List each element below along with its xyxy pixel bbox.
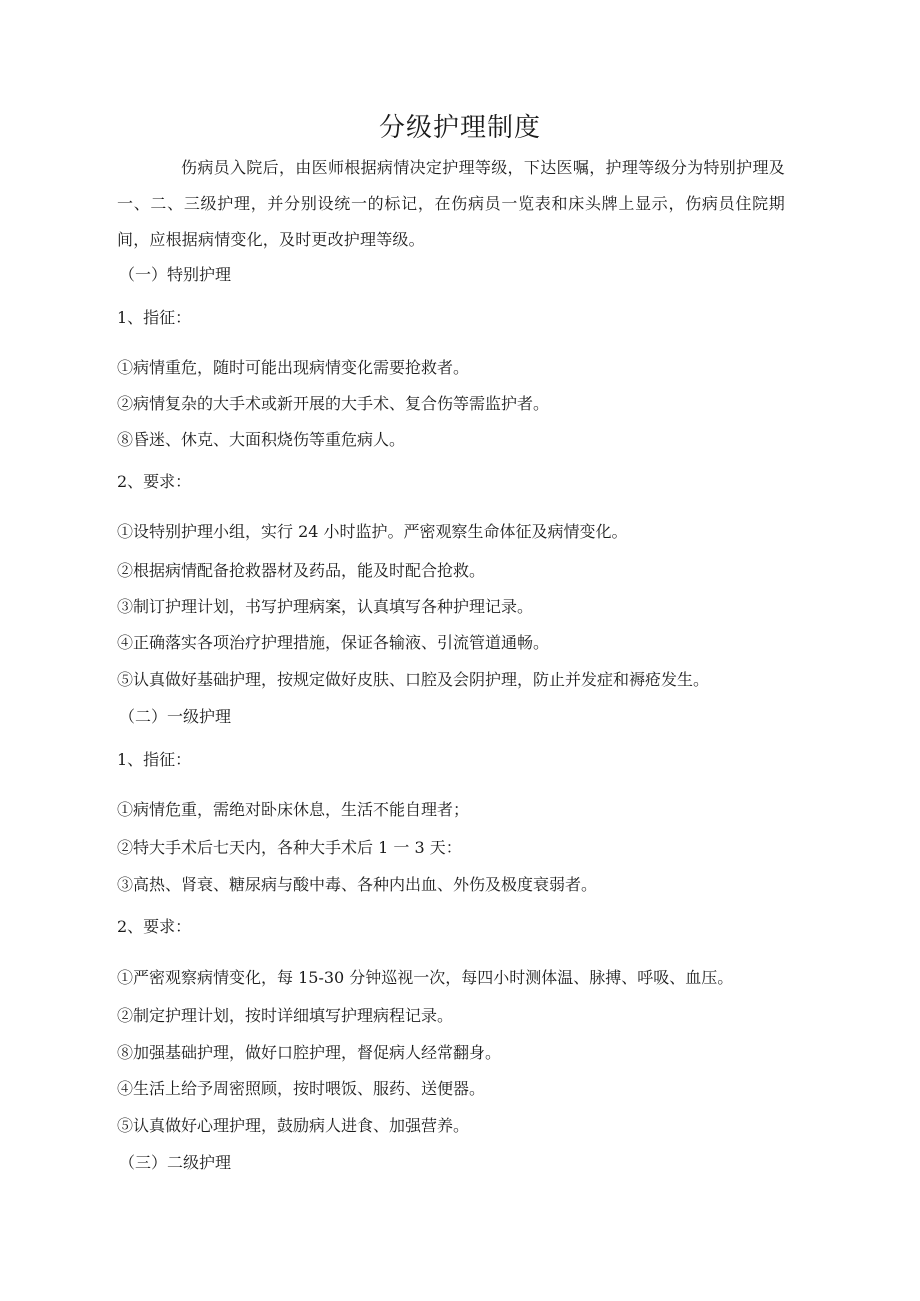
- special-indications-label: 1、指征：: [117, 308, 192, 327]
- special-indication-item: ①病情重危，随时可能出现病情变化需要抢救者。: [117, 358, 470, 377]
- special-requirement-item: ⑤认真做好基础护理，按规定做好皮肤、口腔及会阴护理，防止并发症和褥疮发生。: [117, 670, 710, 689]
- section-heading-special: （一）特别护理: [119, 265, 232, 284]
- level1-requirement-item: ④生活上给予周密照顾，按时喂饭、服药、送便器。: [117, 1079, 486, 1098]
- section-heading-level2: （三）二级护理: [119, 1153, 232, 1172]
- special-requirement-item: ④正确落实各项治疗护理措施，保证各输液、引流管道通畅。: [117, 633, 550, 652]
- level1-requirement-item: ①严密观察病情变化，每 15-30 分钟巡视一次，每四小时测体温、脉搏、呼吸、血压。: [117, 968, 734, 987]
- level1-requirement-item: ⑧加强基础护理，做好口腔护理，督促病人经常翻身。: [117, 1043, 502, 1062]
- intro-paragraph: 伤病员入院后，由医师根据病情决定护理等级，下达医嘱，护理等级分为特别护理及一、二、三级护理，并分别设统一的标记，在伤病员一览表和床头牌上显示，伤病员住院期间，应根据病情变化，及时更改护理等级。: [117, 158, 785, 249]
- level1-requirements-label: 2、要求：: [117, 917, 192, 936]
- level1-indication-item: ③高热、肾衰、糖尿病与酸中毒、各种内出血、外伤及极度衰弱者。: [117, 875, 598, 894]
- level1-requirement-item: ⑤认真做好心理护理，鼓励病人进食、加强营养。: [117, 1116, 470, 1135]
- document-title: 分级护理制度: [378, 113, 541, 143]
- special-requirement-item: ③制订护理计划，书写护理病案，认真填写各种护理记录。: [117, 597, 534, 616]
- special-requirements-label: 2、要求：: [117, 472, 192, 491]
- level1-indication-item: ①病情危重，需绝对卧床休息，生活不能自理者；: [117, 800, 470, 819]
- level1-requirement-item: ②制定护理计划，按时详细填写护理病程记录。: [117, 1006, 454, 1025]
- section-heading-level1: （二）一级护理: [119, 707, 232, 726]
- special-requirement-item: ①设特别护理小组，实行 24 小时监护。严密观察生命体征及病情变化。: [117, 522, 628, 541]
- special-indication-item: ②病情复杂的大手术或新开展的大手术、复合伤等需监护者。: [117, 394, 550, 413]
- special-indication-item: ⑧昏迷、休克、大面积烧伤等重危病人。: [117, 430, 406, 449]
- level1-indications-label: 1、指征：: [117, 750, 192, 769]
- level1-indication-item: ②特大手术后七天内，各种大手术后 1 一 3 天：: [117, 838, 462, 857]
- special-requirement-item: ②根据病情配备抢救器材及药品，能及时配合抢救。: [117, 561, 486, 580]
